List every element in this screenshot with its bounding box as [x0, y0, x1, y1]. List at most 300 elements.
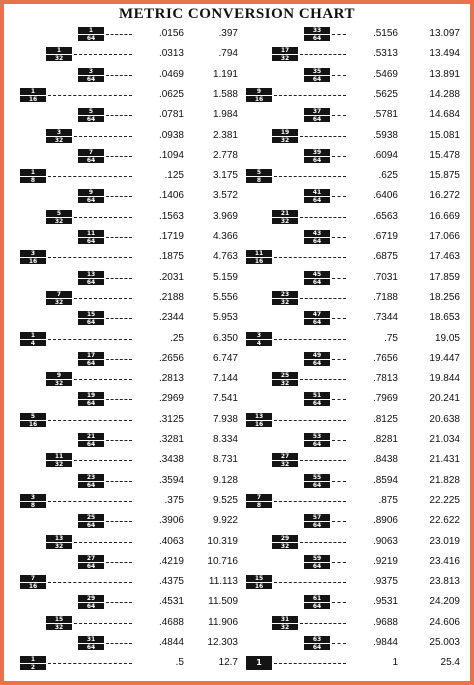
- table-row: [20, 493, 250, 509]
- fraction-label: [46, 47, 72, 61]
- fraction-label: [272, 47, 298, 61]
- millimeter-value: 3.175: [212, 170, 238, 182]
- fraction-denominator: 64: [304, 562, 330, 569]
- decimal-value: .5: [175, 657, 184, 669]
- decimal-value: 1: [392, 657, 398, 669]
- table-row: [246, 594, 474, 610]
- millimeter-value: 5.159: [212, 271, 238, 283]
- fraction-numerator: 23: [86, 473, 96, 481]
- fraction-numerator: 63: [312, 636, 322, 643]
- millimeter-value: .794: [218, 48, 238, 60]
- leader-line: [48, 257, 132, 258]
- millimeter-value: 12.7: [218, 657, 238, 669]
- fraction-numerator: 61: [312, 595, 322, 603]
- table-row: [246, 412, 474, 428]
- millimeter-value: 19.05: [434, 332, 460, 344]
- millimeter-value: 1.588: [212, 88, 238, 100]
- table-row: [246, 432, 474, 448]
- table-row: [20, 270, 250, 286]
- fraction-label: [20, 494, 46, 508]
- fraction-label: [304, 27, 330, 41]
- table-row: [246, 148, 474, 164]
- decimal-value: .4219: [158, 555, 184, 567]
- fraction-denominator: 4: [20, 339, 46, 346]
- decimal-value: .75: [384, 332, 398, 344]
- fraction-denominator: 32: [272, 136, 298, 143]
- millimeter-value: 21.828: [429, 474, 460, 486]
- leader-line: [274, 663, 346, 664]
- table-row: [20, 615, 250, 631]
- fraction-label: [272, 372, 298, 386]
- fraction-label: [304, 311, 330, 325]
- millimeter-value: 23.019: [429, 535, 460, 547]
- fraction-label: [246, 332, 272, 346]
- leader-line: [274, 582, 346, 583]
- table-row: [20, 574, 250, 590]
- millimeter-value: 17.859: [429, 271, 460, 283]
- fraction-denominator: 32: [46, 623, 72, 630]
- fraction-numerator: 19: [280, 128, 290, 136]
- table-row: [246, 655, 474, 671]
- table-row: [20, 128, 250, 144]
- millimeter-value: 9.525: [212, 494, 238, 506]
- fraction-numerator: 11: [86, 230, 96, 237]
- fraction-denominator: 32: [46, 136, 72, 143]
- decimal-value: .8438: [372, 454, 398, 466]
- fraction-label: [304, 433, 330, 447]
- decimal-value: .6094: [372, 149, 398, 161]
- fraction-numerator: 1: [256, 658, 262, 668]
- leader-line: [48, 582, 132, 583]
- fraction-label: [78, 636, 104, 650]
- fraction-numerator: 1: [30, 656, 36, 664]
- leader-line: [48, 420, 132, 421]
- fraction-denominator: 32: [46, 298, 72, 305]
- fraction-label: [46, 453, 72, 467]
- decimal-value: .6875: [372, 251, 398, 263]
- fraction-numerator: 1: [56, 47, 62, 55]
- table-row: [20, 209, 250, 225]
- fraction-denominator: 8: [246, 176, 272, 183]
- decimal-value: .9844: [372, 637, 398, 648]
- fraction-numerator: 13: [54, 534, 64, 542]
- fraction-label: [272, 210, 298, 224]
- fraction-denominator: 16: [246, 420, 272, 427]
- table-row: [20, 290, 250, 306]
- fraction-numerator: 25: [86, 514, 96, 522]
- fraction-denominator: 32: [46, 379, 72, 386]
- table-row: [20, 107, 250, 123]
- millimeter-value: 2.778: [212, 149, 238, 161]
- fraction-numerator: 1: [30, 331, 36, 339]
- fraction-denominator: 32: [46, 54, 72, 61]
- table-row: [246, 391, 474, 407]
- fraction-numerator: 31: [280, 615, 290, 623]
- leader-line: [274, 257, 346, 258]
- millimeter-value: 19.844: [429, 373, 460, 385]
- fraction-denominator: 16: [20, 582, 46, 589]
- table-row: [246, 168, 474, 184]
- decimal-value: .4375: [158, 576, 184, 588]
- fraction-numerator: 39: [312, 148, 322, 156]
- decimal-value: .9219: [372, 555, 398, 567]
- millimeter-value: 11.113: [208, 576, 238, 588]
- fraction-denominator: 64: [304, 481, 330, 488]
- fraction-label: [304, 555, 330, 569]
- fraction-label: [78, 271, 104, 285]
- fraction-numerator: 5: [56, 209, 62, 217]
- fraction-numerator: 17: [280, 47, 290, 55]
- millimeter-value: 6.747: [212, 352, 238, 364]
- table-row: [246, 310, 474, 326]
- decimal-value: .7344: [372, 312, 398, 324]
- fraction-label: [246, 250, 272, 264]
- fraction-denominator: 4: [246, 339, 272, 346]
- millimeter-value: 15.875: [429, 170, 460, 182]
- fraction-denominator: 16: [246, 582, 272, 589]
- millimeter-value: 3.969: [212, 210, 238, 222]
- millimeter-value: 21.431: [429, 454, 460, 466]
- fraction-label: [20, 332, 46, 346]
- decimal-value: .1406: [158, 190, 184, 202]
- decimal-value: .6719: [372, 231, 398, 242]
- table-row: [20, 432, 250, 448]
- table-row: [20, 452, 250, 468]
- millimeter-value: 13.891: [429, 68, 460, 80]
- decimal-value: .2344: [158, 312, 184, 324]
- millimeter-value: 9.922: [212, 515, 238, 527]
- table-row: [246, 209, 474, 225]
- fraction-denominator: 16: [20, 95, 46, 102]
- leader-line: [274, 339, 346, 340]
- leader-line: [48, 176, 132, 177]
- fraction-denominator: 64: [78, 562, 104, 569]
- fraction-label: [20, 88, 46, 102]
- fraction-denominator: 64: [78, 156, 104, 163]
- table-row: [246, 473, 474, 489]
- fraction-label: [78, 352, 104, 366]
- fraction-label: [272, 291, 298, 305]
- fraction-label: [304, 514, 330, 528]
- millimeter-value: 23.416: [429, 555, 460, 567]
- millimeter-value: 8.334: [212, 434, 238, 445]
- millimeter-value: 22.622: [429, 515, 460, 527]
- decimal-value: .375: [164, 494, 184, 506]
- leader-line: [274, 501, 346, 502]
- decimal-value: .5313: [372, 48, 398, 60]
- millimeter-value: 7.541: [212, 393, 238, 405]
- fraction-denominator: 64: [304, 75, 330, 82]
- fraction-denominator: 32: [272, 460, 298, 467]
- table-row: [246, 270, 474, 286]
- table-row: [20, 473, 250, 489]
- table-row: [20, 412, 250, 428]
- table-row: [246, 331, 474, 347]
- table-row: [246, 635, 474, 651]
- decimal-value: .2656: [158, 352, 184, 364]
- fraction-denominator: 64: [304, 602, 330, 609]
- millimeter-value: 2.381: [212, 129, 238, 141]
- millimeter-value: .397: [218, 28, 238, 39]
- fraction-denominator: 32: [272, 379, 298, 386]
- fraction-label: [272, 129, 298, 143]
- decimal-value: .5469: [372, 68, 398, 80]
- fraction-numerator: 3: [30, 250, 36, 258]
- fraction-label: [304, 392, 330, 406]
- fraction-label: [46, 535, 72, 549]
- fraction-denominator: 64: [304, 34, 330, 41]
- millimeter-value: 18.653: [429, 312, 460, 324]
- fraction-denominator: 64: [78, 521, 104, 528]
- decimal-value: .5156: [372, 28, 398, 39]
- decimal-value: .9688: [372, 616, 398, 628]
- millimeter-value: 17.463: [429, 251, 460, 263]
- fraction-label: [246, 169, 272, 183]
- table-row: [20, 148, 250, 164]
- decimal-value: .9531: [372, 596, 398, 608]
- table-row: [246, 513, 474, 529]
- millimeter-value: 8.731: [212, 454, 238, 466]
- fraction-denominator: 64: [78, 318, 104, 325]
- fraction-numerator: 15: [54, 615, 64, 623]
- fraction-denominator: 64: [78, 359, 104, 366]
- fraction-label: [272, 535, 298, 549]
- fraction-label: [304, 108, 330, 122]
- decimal-value: .3438: [158, 454, 184, 466]
- fraction-numerator: 5: [256, 169, 262, 177]
- decimal-value: .5938: [372, 129, 398, 141]
- fraction-denominator: 32: [272, 54, 298, 61]
- fraction-numerator: 17: [86, 351, 96, 359]
- fraction-denominator: 16: [246, 257, 272, 264]
- millimeter-value: 24.209: [429, 596, 460, 608]
- table-row: [20, 331, 250, 347]
- fraction-label: [78, 27, 104, 41]
- millimeter-value: 23.813: [429, 576, 460, 588]
- fraction-numerator: 9: [256, 87, 262, 95]
- millimeter-value: 21.034: [429, 434, 460, 445]
- fraction-denominator: 64: [304, 156, 330, 163]
- millimeter-value: 19.447: [429, 352, 460, 364]
- millimeter-value: 16.272: [429, 190, 460, 202]
- table-row: [20, 594, 250, 610]
- fraction-numerator: 5: [88, 108, 94, 116]
- table-row: [246, 128, 474, 144]
- fraction-numerator: 1: [30, 169, 36, 177]
- table-row: [246, 229, 474, 245]
- fraction-label: [20, 575, 46, 589]
- table-row: [20, 46, 250, 62]
- decimal-value: .125: [164, 170, 184, 182]
- decimal-value: .7969: [372, 393, 398, 405]
- decimal-value: .4844: [158, 637, 184, 648]
- decimal-value: .1875: [158, 251, 184, 263]
- millimeter-value: 3.572: [212, 190, 238, 202]
- table-row: [20, 513, 250, 529]
- fraction-label: [246, 88, 272, 102]
- table-row: [20, 168, 250, 184]
- fraction-denominator: 64: [78, 399, 104, 406]
- fraction-numerator: 25: [280, 372, 290, 380]
- fraction-numerator: 41: [312, 189, 322, 197]
- leader-line: [48, 501, 132, 502]
- table-row: [246, 534, 474, 550]
- fraction-label: [46, 616, 72, 630]
- decimal-value: .2188: [158, 291, 184, 303]
- leader-line: [48, 663, 132, 664]
- fraction-label: [20, 250, 46, 264]
- fraction-denominator: 32: [272, 217, 298, 224]
- fraction-numerator: 31: [86, 636, 96, 643]
- decimal-value: .2031: [158, 271, 184, 283]
- fraction-label: [78, 514, 104, 528]
- leader-line: [48, 339, 132, 340]
- decimal-value: .8125: [372, 413, 398, 425]
- fraction-denominator: 64: [78, 602, 104, 609]
- table-row: [246, 67, 474, 83]
- fraction-label: [304, 271, 330, 285]
- decimal-value: .0313: [158, 48, 184, 60]
- fraction-denominator: 64: [78, 196, 104, 203]
- fraction-denominator: 64: [304, 237, 330, 244]
- fraction-label: [246, 413, 272, 427]
- decimal-value: .0469: [158, 68, 184, 80]
- decimal-value: .25: [170, 332, 184, 344]
- table-row: [20, 67, 250, 83]
- fraction-denominator: 8: [246, 501, 272, 508]
- fraction-label: [304, 230, 330, 244]
- millimeter-value: 15.478: [429, 149, 460, 161]
- millimeter-value: 17.066: [429, 231, 460, 242]
- decimal-value: .8594: [372, 474, 398, 486]
- fraction-label: [46, 129, 72, 143]
- fraction-label: [246, 575, 272, 589]
- fraction-denominator: 32: [272, 623, 298, 630]
- decimal-value: .1719: [158, 231, 184, 242]
- table-row: [246, 554, 474, 570]
- fraction-label: [304, 68, 330, 82]
- fraction-label: [246, 494, 272, 508]
- fraction-denominator: 64: [78, 75, 104, 82]
- decimal-value: .7031: [372, 271, 398, 283]
- fraction-denominator: 32: [46, 460, 72, 467]
- fraction-numerator: 49: [312, 351, 322, 359]
- fraction-numerator: 37: [312, 108, 322, 116]
- fraction-numerator: 43: [312, 230, 322, 237]
- table-row: [20, 635, 250, 651]
- millimeter-value: 6.350: [212, 332, 238, 344]
- fraction-label: [46, 210, 72, 224]
- decimal-value: .5781: [372, 109, 398, 121]
- millimeter-value: 11.906: [208, 616, 238, 628]
- millimeter-value: 14.288: [429, 88, 460, 100]
- fraction-denominator: 32: [46, 542, 72, 549]
- fraction-numerator: 59: [312, 554, 322, 562]
- decimal-value: .625: [378, 170, 398, 182]
- leader-line: [274, 420, 346, 421]
- fraction-numerator: 7: [56, 290, 62, 298]
- fraction-denominator: 64: [78, 278, 104, 285]
- table-row: [20, 554, 250, 570]
- table-row: [246, 107, 474, 123]
- fraction-label: [304, 636, 330, 650]
- table-row: [246, 351, 474, 367]
- fraction-denominator: 64: [304, 115, 330, 122]
- fraction-numerator: 57: [312, 514, 322, 522]
- fraction-numerator: 19: [86, 392, 96, 400]
- fraction-numerator: 27: [86, 554, 96, 562]
- fraction-numerator: 45: [312, 270, 322, 278]
- fraction-numerator: 7: [256, 493, 262, 501]
- table-row: [20, 534, 250, 550]
- millimeter-value: 9.128: [212, 474, 238, 486]
- fraction-denominator: 32: [272, 298, 298, 305]
- leader-line: [274, 176, 346, 177]
- fraction-denominator: 64: [78, 643, 104, 650]
- fraction-label: [20, 656, 46, 670]
- decimal-value: .7813: [372, 373, 398, 385]
- table-row: [20, 371, 250, 387]
- table-row: [20, 351, 250, 367]
- fraction-denominator: 64: [304, 643, 330, 650]
- millimeter-value: 25.003: [429, 637, 460, 648]
- page-title: METRIC CONVERSION CHART: [119, 6, 355, 22]
- table-row: [20, 310, 250, 326]
- decimal-value: .2813: [158, 373, 184, 385]
- fraction-numerator: 7: [30, 575, 36, 583]
- fraction-denominator: 64: [78, 237, 104, 244]
- decimal-value: .8906: [372, 515, 398, 527]
- table-row: [246, 249, 474, 265]
- fraction-denominator: 64: [304, 521, 330, 528]
- decimal-value: .9375: [372, 576, 398, 588]
- decimal-value: .2969: [158, 393, 184, 405]
- leader-line: [48, 95, 132, 96]
- fraction-denominator: 64: [304, 318, 330, 325]
- decimal-value: .3594: [158, 474, 184, 486]
- fraction-numerator: 27: [280, 453, 290, 461]
- fraction-label: [272, 616, 298, 630]
- fraction-numerator: 7: [88, 148, 94, 156]
- fraction-denominator: 32: [272, 542, 298, 549]
- fraction-numerator: 47: [312, 311, 322, 319]
- millimeter-value: 1.191: [212, 68, 238, 80]
- fraction-numerator: 5: [30, 412, 36, 420]
- millimeter-value: 25.4: [440, 657, 460, 669]
- fraction-label: [78, 595, 104, 609]
- fraction-denominator: 64: [78, 115, 104, 122]
- table-row: [20, 391, 250, 407]
- fraction-numerator: 21: [86, 433, 96, 440]
- decimal-value: .1094: [158, 149, 184, 161]
- decimal-value: .7188: [372, 291, 398, 303]
- fraction-label: [304, 474, 330, 488]
- millimeter-value: 7.144: [212, 373, 238, 385]
- millimeter-value: 15.081: [429, 129, 460, 141]
- decimal-value: .875: [378, 494, 398, 506]
- table-row: [246, 290, 474, 306]
- fraction-numerator: 9: [88, 189, 94, 197]
- decimal-value: .7656: [372, 352, 398, 364]
- millimeter-value: 5.556: [212, 291, 238, 303]
- table-row: [246, 615, 474, 631]
- fraction-denominator: 16: [20, 257, 46, 264]
- fraction-numerator: 13: [86, 270, 96, 278]
- fraction-denominator: 8: [20, 176, 46, 183]
- decimal-value: .0938: [158, 129, 184, 141]
- fraction-label: [78, 68, 104, 82]
- decimal-value: .9063: [372, 535, 398, 547]
